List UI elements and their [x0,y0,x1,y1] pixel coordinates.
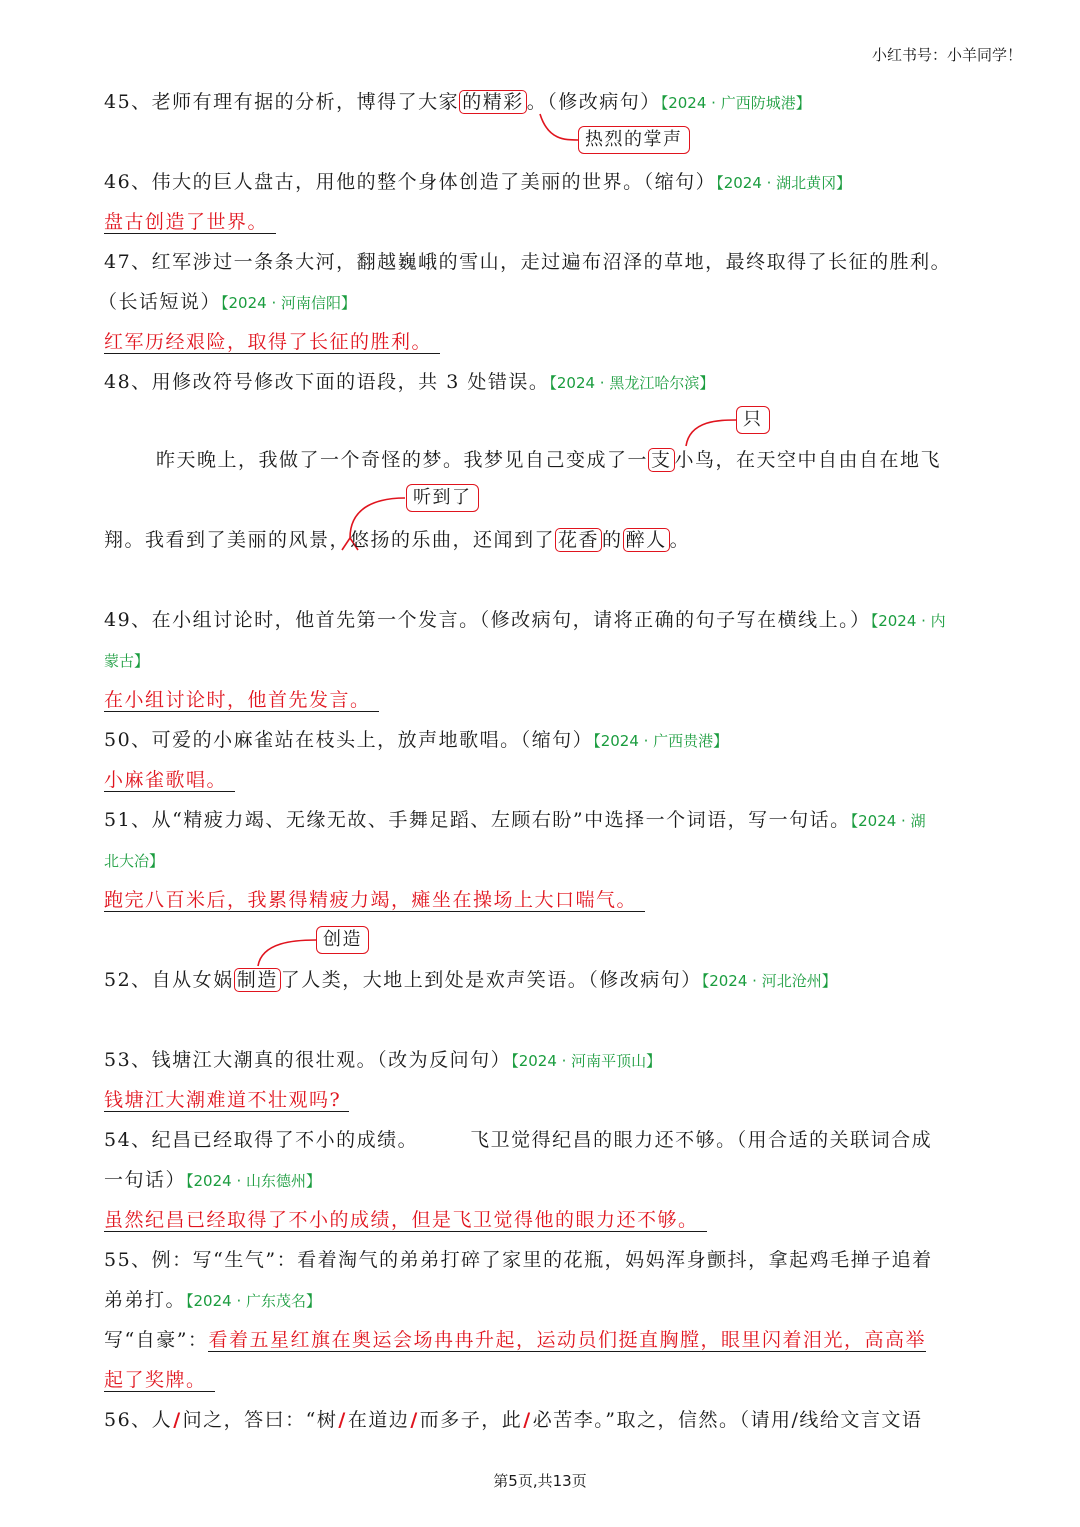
question-47: 47、红军涉过一条条大河，翻越巍峨的雪山，走过遍布沼泽的草地，最终取得了长征的胜利。 [104,251,952,273]
source-tag: 【2024 · 山东德州】 [186,1172,321,1190]
question-46: 46、伟大的巨人盘古，用他的整个身体创造了美丽的世界。（缩句）【2024 · 湖北黄冈】 [104,171,852,193]
page-header: 小红书号：小羊同学！ [871,46,1022,64]
pause-mark: / [523,1409,532,1431]
question-55-cont: 弟弟打。【2024 · 广东茂名】 [104,1289,321,1311]
correction-note: 只 [736,406,770,434]
answer-55: 写“自豪”：看着五星红旗在奥运会场冉冉升起，运动员们挺直胸膛，眼里闪着泪光，高高举 [104,1329,926,1351]
question-47-cont: （长话短说）【2024 · 河南信阳】 [98,291,356,313]
question-55: 55、例：写“生气”：看着淘气的弟弟打碎了家里的花瓶，妈妈浑身颤抖，拿起鸡毛掸子追着 [104,1249,933,1271]
source-tag: 【2024 · 广西贵港】 [593,732,729,750]
question-45: 45、老师有理有据的分析，博得了大家 的精彩 。（修改病句）【2024 · 广西防城港】 [104,91,811,113]
question-54-cont: 一句话）【2024 · 山东德州】 [104,1169,321,1191]
source-tag: 【2024 · 湖北黄冈】 [716,174,852,192]
error-box: 花香 [555,528,602,552]
answer-55-cont: 起了奖牌。 [104,1366,215,1394]
correction-note: 创造 [316,926,369,954]
answer-46: 盘古创造了世界。 [104,208,276,236]
question-50: 50、可爱的小麻雀站在枝头上，放声地歌唱。（缩句）【2024 · 广西贵港】 [104,729,729,751]
answer-47: 红军历经艰险，取得了长征的胜利。 [104,328,440,356]
correction-note: 听到了 [406,484,479,512]
answer-51: 跑完八百米后，我累得精疲力竭，瘫坐在操场上大口喘气。 [104,886,645,914]
question-56: 56、人/问之，答曰：“树/在道边/而多子，此/必苦李。”取之，信然。（请用/线给文言文语 [104,1409,923,1431]
source-tag: 【2024 · 广西防城港】 [660,94,811,112]
error-box: 醉人 [623,528,670,552]
question-49-cont: 蒙古】 [104,652,150,670]
question-54: 54、纪昌已经取得了不小的成绩。 飞卫觉得纪昌的眼力还不够。（用合适的关联词合成 [104,1129,933,1151]
question-48: 48、用修改符号修改下面的语段，共 3 处错误。【2024 · 黑龙江哈尔滨】 [104,371,715,393]
answer-49: 在小组讨论时，他首先发言。 [104,686,379,714]
question-52: 52、自从女娲 制造 了人类，大地上到处是欢声笑语。（修改病句）【2024 · 河北沧州】 [104,969,837,991]
question-51: 51、从“精疲力竭、无缘无故、手舞足蹈、左顾右盼”中选择一个词语，写一句话。【2024 · 湖 [104,809,926,831]
paragraph-line-1: 昨天晚上，我做了一个奇怪的梦。我梦见自己变成了一 支 小鸟，在天空中自由自在地飞 [156,449,942,471]
correction-note: 热烈的掌声 [578,126,690,154]
pause-mark: / [338,1409,347,1431]
source-tag: 【2024 · 河南信阳】 [221,294,356,312]
page-footer: 第5页,共13页 [493,1472,587,1490]
source-tag: 【2024 · 广东茂名】 [186,1292,321,1310]
source-tag: 【2024 · 内 [870,612,946,630]
answer-54: 虽然纪昌已经取得了不小的成绩，但是飞卫觉得他的眼力还不够。 [104,1206,707,1234]
source-tag: 【2024 · 黑龙江哈尔滨】 [549,374,715,392]
source-tag: 【2024 · 河北沧州】 [701,972,837,990]
error-box: 的精彩 [459,90,527,114]
error-box: 制造 [234,968,281,992]
source-tag: 【2024 · 湖 [850,812,926,830]
answer-50: 小麻雀歌唱。 [104,766,235,794]
pause-mark: / [173,1409,182,1431]
question-51-cont: 北大冶】 [104,852,165,870]
paragraph-line-2: 翔。我看到了美丽的风景，悠扬的乐曲，还闻到了 花香 的 醉人 。 [104,529,691,551]
answer-53: 钱塘江大潮难道不壮观吗? [104,1086,349,1114]
question-49: 49、在小组讨论时，他首先第一个发言。（修改病句，请将正确的句子写在横线上。）【2024 · 内 [104,609,946,631]
question-53: 53、钱塘江大潮真的很壮观。（改为反问句）【2024 · 河南平顶山】 [104,1049,662,1071]
pause-mark: / [410,1409,419,1431]
error-box: 支 [648,448,675,472]
source-tag: 【2024 · 河南平顶山】 [511,1052,662,1070]
